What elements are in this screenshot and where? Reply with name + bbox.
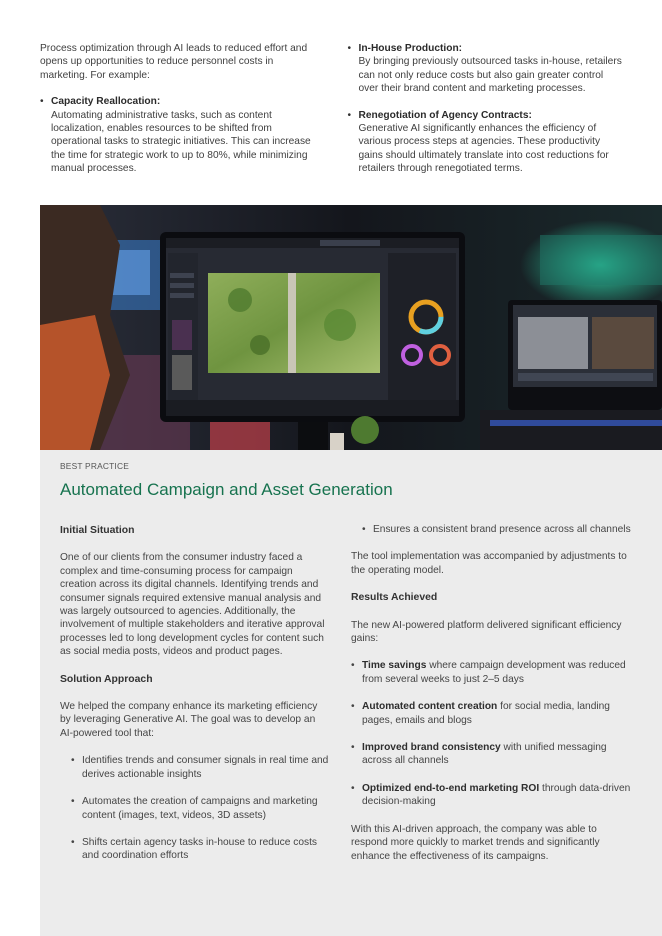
item-text: Generative AI significantly enhances the efficiency of various process steps at agencies. These productivity gains should ultimately translate into cost reductions for retailers through renegotiated terms. — [358, 123, 609, 175]
solution-text: We helped the company enhance its marketing efficiency by leveraging Generative AI. The goal was to develop an AI-powered tool that: — [60, 701, 318, 739]
results-text: The new AI-powered platform delivered significant efficiency gains: — [351, 619, 622, 645]
result-bold: Improved brand consistency — [362, 742, 501, 754]
item-title: Capacity Reallocation: — [51, 96, 161, 108]
editing-studio-photo — [40, 205, 662, 450]
result-rest: for social media, landing pages, emails and blogs — [362, 701, 610, 726]
intro-list-left — [40, 95, 318, 175]
result-rest: where campaign development was reduced from several weeks to just 2–5 days — [362, 660, 626, 685]
best-practice-panel — [40, 450, 662, 936]
list-item — [351, 782, 633, 809]
solution-list — [60, 754, 330, 862]
item-title: In-House Production: — [358, 43, 463, 54]
case-title: Automated Campaign and Asset Generation — [60, 480, 393, 499]
list-item: • Shifts certain agency tasks in-house to reduce costs and coordination efforts — [60, 836, 330, 863]
item-text: Automating administrative tasks, such as content localization, enables resources to be shifted from operational tasks to strategic initiatives. This can increase the time for strategic work to up to 80%, while minimizing manual processes. — [51, 109, 311, 175]
list-item — [40, 95, 318, 175]
solution-closing: The tool implementation was accompanied by adjustments to the operating model. — [351, 551, 627, 576]
list-item — [351, 700, 633, 727]
case-column-left — [60, 524, 330, 877]
intro-section — [40, 42, 625, 189]
results-list — [351, 659, 633, 808]
result-bold: Time savings — [362, 660, 427, 672]
solution-list-continued — [351, 523, 633, 536]
list-item — [348, 109, 626, 176]
result-bold: Optimized end-to-end marketing ROI — [362, 782, 540, 794]
list-item — [351, 659, 633, 686]
list-item: • Ensures a consistent brand presence across all channels — [351, 523, 633, 536]
case-column-right — [351, 524, 633, 877]
initial-text: One of our clients from the consumer industry faced a complex and time-consuming process for campaign creation across its digital channels. Identifying trends and consumer signals required extensive manual analysis and was largely outsourced to agencies. Additionally, the involvement of multiple stakeholders and iterative approval processes led to long development cycles for content such as social media posts, videos and product pages. — [60, 552, 325, 658]
result-rest: through data-driven decision-making — [362, 782, 631, 808]
list-item: • Automates the creation of campaigns and marketing content (images, text, videos, 3D assets) — [60, 795, 330, 822]
intro-column-left — [40, 42, 318, 189]
section-kicker: BEST PRACTICE — [60, 461, 129, 471]
intro-list-right — [348, 42, 626, 176]
list-item — [348, 42, 626, 96]
intro-column-right — [348, 42, 626, 189]
result-rest: with unified messaging across all channels — [362, 742, 607, 767]
item-title: Renegotiation of Agency Contracts: — [358, 109, 532, 121]
results-closing: With this AI-driven approach, the company was able to respond more quickly to market trends and significantly enhance the effectiveness of its campaigns. — [351, 823, 600, 862]
solution-heading: Solution Approach — [60, 673, 153, 685]
intro-paragraph: Process optimization through AI leads to reduced effort and opens up opportunities to reduce personnel costs in marketing. For example: — [40, 43, 308, 81]
list-item: • Identifies trends and consumer signals in real time and derives actionable insights — [60, 754, 330, 781]
item-text: By bringing previously outsourced tasks in-house, retailers can not only reduce costs but also gain greater control over their brand content and marketing processes. — [358, 56, 622, 95]
result-bold: Automated content creation — [362, 701, 498, 713]
initial-heading: Initial Situation — [60, 525, 135, 536]
list-item — [351, 741, 633, 768]
results-heading: Results Achieved — [351, 592, 438, 604]
